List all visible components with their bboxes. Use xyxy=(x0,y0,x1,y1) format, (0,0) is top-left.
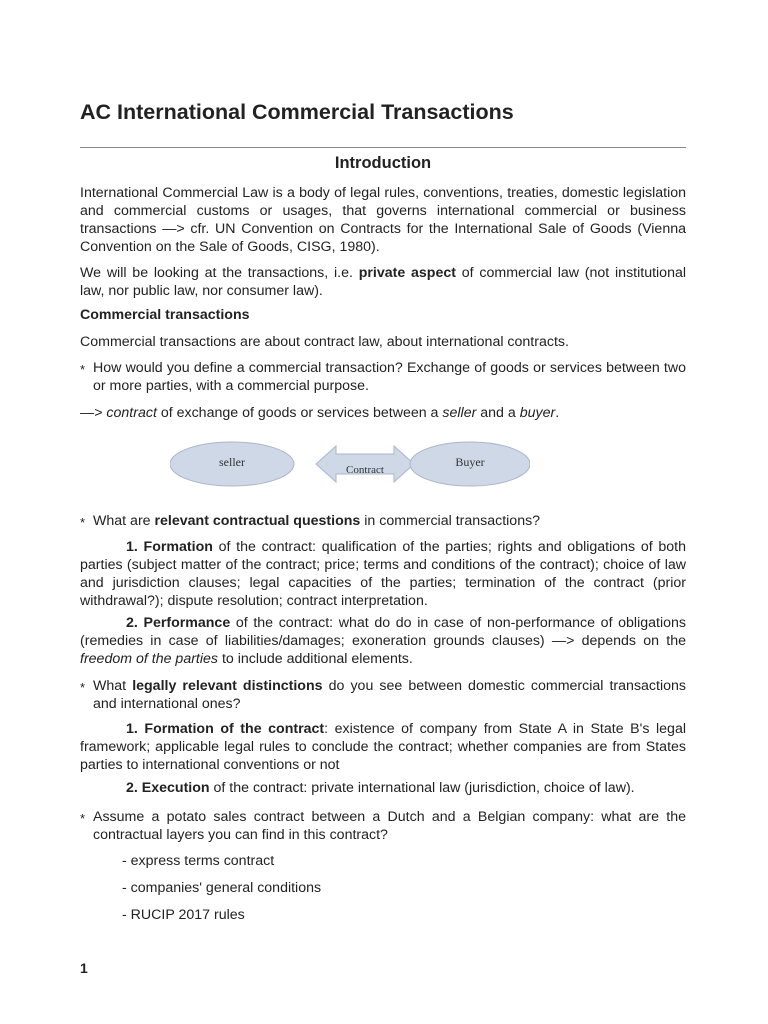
intro-text: International Commercial Law is a body of legal rules, conventions, treaties, domestic legislation and commercial customs or usages, that governs international commercial or business transactions —> cfr. UN Convention on Contracts for the International Sale of Goods (Vienna Convention on the Sale of Goods, CISG, 1980). xyxy=(80,185,686,255)
arrow-and: and a xyxy=(476,405,520,421)
section-heading: Commercial transactions xyxy=(80,307,250,323)
arrow-prefix: —> xyxy=(80,405,107,421)
bullet-icon: * xyxy=(80,680,86,695)
title-divider xyxy=(80,147,686,148)
performance-paragraph xyxy=(80,614,686,668)
page-title: AC International Commercial Transactions xyxy=(80,100,514,124)
list-item: - RUCIP 2017 rules xyxy=(122,907,245,923)
arrow-buyer: buyer xyxy=(519,405,556,421)
performance-italic: freedom of the parties xyxy=(80,651,219,667)
performance-before: of the contract: what do do in case of non-performance of obligations (remedies in case of liabilities/damages; exoneration grounds clauses) —> depends on the xyxy=(80,615,686,649)
arrow-end: . xyxy=(555,405,560,421)
q2-before: What are xyxy=(93,513,155,529)
formation-contract-text: : existence of company from State A in State B's legal framework; applicable legal rules to conclude the contract; whether companies are from States parties to international conventions or not xyxy=(80,721,686,773)
contract-diagram xyxy=(170,440,530,490)
formation-text: of the contract: qualification of the parties; rights and obligations of both parties (subject matter of the contract; price; terms and conditions of the contract); choice of law and jurisdiction clauses; legal capacities of the parties; termination of the contract (prior withdrawal?); dispute resolution; contract interpretation. xyxy=(80,539,686,609)
list-item: - companies' general conditions xyxy=(122,880,322,896)
question-potato-contract: Assume a potato sales contract between a Dutch and a Belgian company: what are the contractual layers you can find in this contract? xyxy=(93,809,686,843)
execution-text: of the contract: private international law (jurisdiction, choice of law). xyxy=(209,780,635,796)
question-relevant-contractual xyxy=(93,512,686,530)
question-legal-distinctions xyxy=(93,677,686,713)
performance-after: to include additional elements. xyxy=(218,651,413,667)
bullet-icon: * xyxy=(80,515,86,530)
arrow-mid: of exchange of goods or services between a xyxy=(156,405,443,421)
execution-label: 2. Execution xyxy=(126,780,210,796)
question-define-transaction: How would you define a commercial transaction? Exchange of goods or services between two or more parties, with a commercial purpose. xyxy=(93,360,686,394)
focus-paragraph xyxy=(80,264,686,300)
formation-paragraph xyxy=(80,538,686,610)
focus-text-after: of commercial law (not institutional law, nor public law, nor consumer law). xyxy=(80,265,687,299)
arrow-line xyxy=(80,404,686,422)
buyer-label: Buyer xyxy=(455,455,485,469)
bullet-icon: * xyxy=(80,811,86,826)
q3-after: do you see between domestic commercial transactions and international ones? xyxy=(93,678,686,712)
seller-label: seller xyxy=(219,455,245,469)
contract-label: Contract xyxy=(346,464,384,476)
q2-bold: relevant contractual questions xyxy=(154,513,361,529)
performance-label: 2. Performance xyxy=(126,615,231,631)
list-item: - express terms contract xyxy=(122,853,275,869)
focus-text-before: We will be looking at the transactions, i.e. xyxy=(80,265,359,281)
section-subtitle: Introduction xyxy=(334,154,432,172)
q3-before: What xyxy=(93,678,133,694)
page-number: 1 xyxy=(80,960,88,976)
arrow-seller: seller xyxy=(442,405,477,421)
formation-label: 1. Formation xyxy=(126,539,213,555)
arrow-contract: contract xyxy=(106,405,157,421)
execution-paragraph xyxy=(80,779,686,797)
formation-contract-label: 1. Formation of the contract xyxy=(126,721,325,737)
bullet-icon: * xyxy=(80,362,86,377)
q2-after: in commercial transactions? xyxy=(360,513,541,529)
q3-bold: legally relevant distinctions xyxy=(132,678,323,694)
focus-text-bold: private aspect xyxy=(358,265,456,281)
intro-paragraph xyxy=(80,184,686,256)
formation-contract-paragraph xyxy=(80,720,686,774)
section-intro: Commercial transactions are about contract law, about international contracts. xyxy=(80,334,569,350)
